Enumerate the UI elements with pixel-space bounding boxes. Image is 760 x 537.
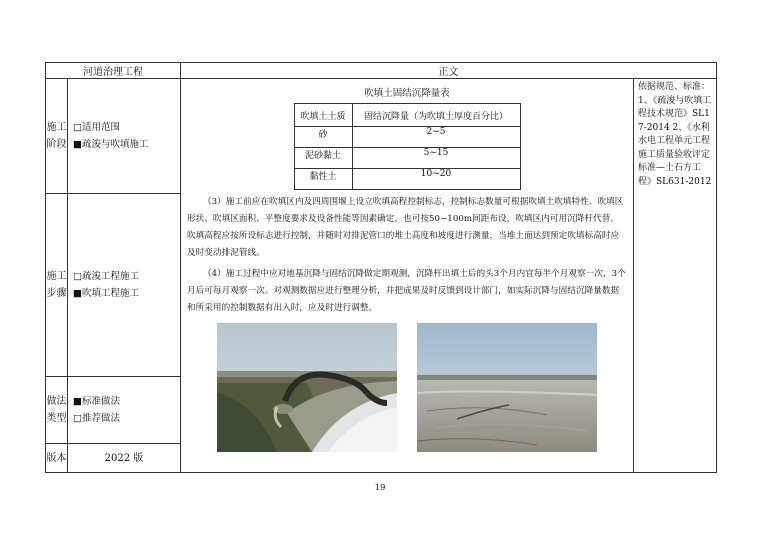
- photo-row: [217, 323, 597, 452]
- table-header: 吹填土土质: [294, 104, 352, 127]
- dredge-pipe-photo: [217, 323, 397, 452]
- stage-option-scope[interactable]: □适用范围: [73, 122, 120, 133]
- header-right: 正文: [181, 63, 717, 79]
- main-frame-table: [45, 62, 717, 473]
- steps-option-dredge[interactable]: □疏浚工程施工: [73, 271, 139, 282]
- settlement-table: [294, 103, 521, 190]
- table-cell: 2~5: [352, 127, 520, 148]
- method-label: 做法类型: [46, 377, 68, 444]
- settlement-table-title: 吹填土固结沉降量表: [364, 88, 450, 99]
- table-cell: 10~20: [352, 169, 520, 190]
- reference-standards: 依据规范、标准：1、《疏浚与吹填工程技术规范》SL17-2014 2、《水利水电工程单元工程施工质量验收评定标准—土石方工程》SL631-2012: [634, 79, 717, 473]
- stage-options: [68, 79, 181, 194]
- table-cell: 5~15: [352, 148, 520, 169]
- main-content: [181, 79, 634, 473]
- steps-option-fill[interactable]: ■吹填工程施工: [73, 288, 139, 299]
- table-cell: 泥砂黏土: [294, 148, 352, 169]
- steps-options: [68, 194, 181, 377]
- method-options: [68, 377, 181, 444]
- paragraph-4: （4）施工过程中应对地基沉降与固结沉降做定期观测，沉降杆出填土后的头3个月内宜每半个月观察一次，3个月后可每月观察一次。对观测数据应进行整理分析，并把成果及时反馈到设计部门，如实际沉降与固结沉降量数据和所采用的控制数据有出入时，应及时进行调整。: [187, 269, 626, 313]
- document-page: [45, 62, 716, 468]
- method-option-recommended[interactable]: □推荐做法: [73, 413, 120, 424]
- stage-label: 施工阶段: [46, 79, 68, 194]
- steps-label: 施工步骤: [46, 194, 68, 377]
- method-option-standard[interactable]: ■标准做法: [73, 396, 120, 407]
- table-header: 固结沉降量（为吹填土厚度百分比）: [352, 104, 520, 127]
- table-cell: 砂: [294, 127, 352, 148]
- fill-area-photo: [417, 323, 597, 452]
- paragraph-3: （3）施工前应在吹填区内及四周围堰上设立吹填高程控制标志，控制标志数量可根据吹填土吹填特性、吹填区形状、吹填区面积、平整度要求及设备性能等因素确定，也可按50~100m间距布设，吹填区内可用沉降杆代替。吹填高程应按所设标志进行控制，并随时对排泥管口的堆土高度和坡度进行测量，当堆土面达到预定吹填标高时应及时变动排泥管线。: [187, 197, 624, 258]
- stage-option-dredge-fill[interactable]: ■疏浚与吹填施工: [73, 139, 149, 150]
- version-label: 版本: [46, 444, 68, 473]
- table-cell: 黏性土: [294, 169, 352, 190]
- page-number: 19: [374, 483, 386, 493]
- header-left: 河道治理工程: [46, 63, 181, 79]
- version-value: 2022 版: [68, 444, 181, 473]
